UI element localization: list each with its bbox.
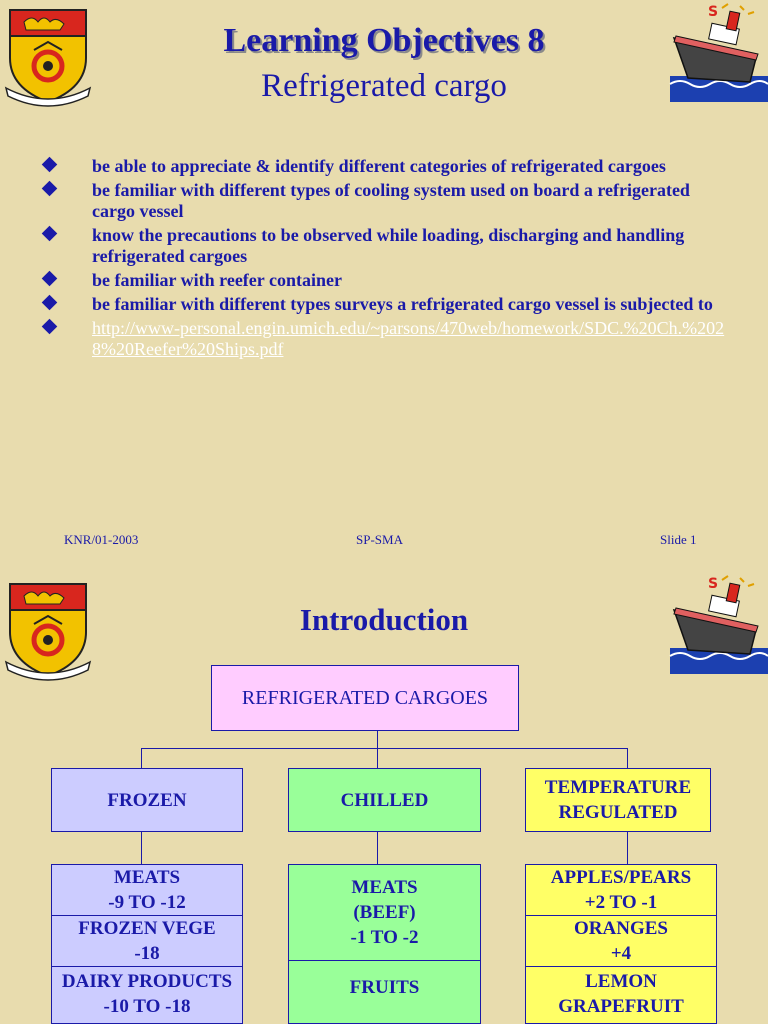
diamond-bullet-icon: [42, 319, 58, 335]
temp-item-apples-pears: [525, 864, 717, 916]
item-temperature: -9 TO -12: [108, 892, 186, 913]
item-name: FRUITS: [349, 977, 420, 998]
temp-item-oranges: [525, 915, 717, 967]
diamond-bullet-icon: [42, 295, 58, 311]
category-label: CHILLED: [340, 789, 429, 811]
item-name: MEATS: [113, 867, 181, 888]
connector-line: [627, 748, 628, 768]
root-box-refrigerated-cargoes: [211, 665, 519, 731]
connector-line: [141, 832, 142, 864]
item-name: FROZEN VEGE: [78, 918, 216, 939]
connector-line: [141, 748, 628, 749]
item-temperature: -1 TO -2: [350, 927, 419, 948]
connector-line: [377, 832, 378, 864]
objectives-list: [42, 156, 732, 363]
frozen-item-dairy-products: [51, 966, 243, 1024]
item-temperature: +4: [610, 943, 632, 964]
category-label: FROZEN: [107, 789, 187, 811]
root-label: REFRIGERATED CARGOES: [241, 686, 489, 709]
item-name: ORANGES: [574, 918, 668, 939]
category-chilled: [288, 768, 481, 832]
category-label: REGULATED: [558, 802, 678, 823]
item-subname: GRAPEFRUIT: [558, 996, 684, 1017]
slide-title: Learning Objectives 8: [223, 22, 545, 59]
item-temperature: -10 TO -18: [103, 996, 191, 1017]
category-frozen: [51, 768, 243, 832]
svg-text:S: S: [708, 576, 719, 592]
diamond-bullet-icon: [42, 271, 58, 287]
list-item: be familiar with different types surveys a refrigerated cargo vessel is subjected to: [42, 294, 732, 315]
svg-text:S: S: [708, 4, 719, 20]
slide-2: [0, 512, 768, 1024]
slide-title: Introduction: [299, 602, 469, 637]
footer-left: KNR/01-2003: [64, 532, 139, 547]
connector-line: [377, 748, 378, 768]
category-temperature-regulated: [525, 768, 711, 832]
diamond-bullet-icon: [42, 157, 58, 173]
list-item: be able to appreciate & identify different categories of refrigerated cargoes: [42, 156, 732, 177]
reference-link[interactable]: http://www-personal.engin.umich.edu/~parsons/470web/homework/SDC.%20Ch.%2028%20Reefer%20Ships.pdf: [92, 318, 725, 359]
frozen-item-meats: [51, 864, 243, 916]
chilled-item-meats: [288, 864, 481, 961]
item-name: APPLES/PEARS: [550, 867, 692, 888]
connector-line: [627, 832, 628, 864]
chilled-item-fruits: [288, 960, 481, 1024]
diamond-bullet-icon: [42, 226, 58, 242]
temp-item-lemon-grapefruit: [525, 966, 717, 1024]
item-temperature: +2 TO -1: [584, 892, 658, 913]
item-name: LEMON: [585, 971, 657, 992]
frozen-item-frozen-vege: [51, 915, 243, 967]
item-subname: (BEEF): [353, 902, 416, 923]
connector-line: [377, 730, 378, 748]
item-temperature: -18: [134, 943, 160, 964]
item-name: MEATS: [351, 877, 418, 898]
slide-subtitle: Refrigerated cargo: [261, 68, 507, 104]
diamond-bullet-icon: [42, 181, 58, 197]
list-item: be familiar with different types of cooling system used on board a refrigerated cargo vessel: [42, 180, 732, 222]
item-name: DAIRY PRODUCTS: [61, 971, 233, 992]
category-label: TEMPERATURE: [544, 777, 692, 798]
connector-line: [141, 748, 142, 768]
footer-center: SP-SMA: [356, 532, 403, 547]
footer-slide-number: Slide 1: [660, 532, 697, 547]
list-item-link[interactable]: [42, 318, 732, 360]
list-item: be familiar with reefer container: [42, 270, 732, 291]
list-item: know the precautions to be observed while loading, discharging and handling refrigerated cargoes: [42, 225, 732, 267]
